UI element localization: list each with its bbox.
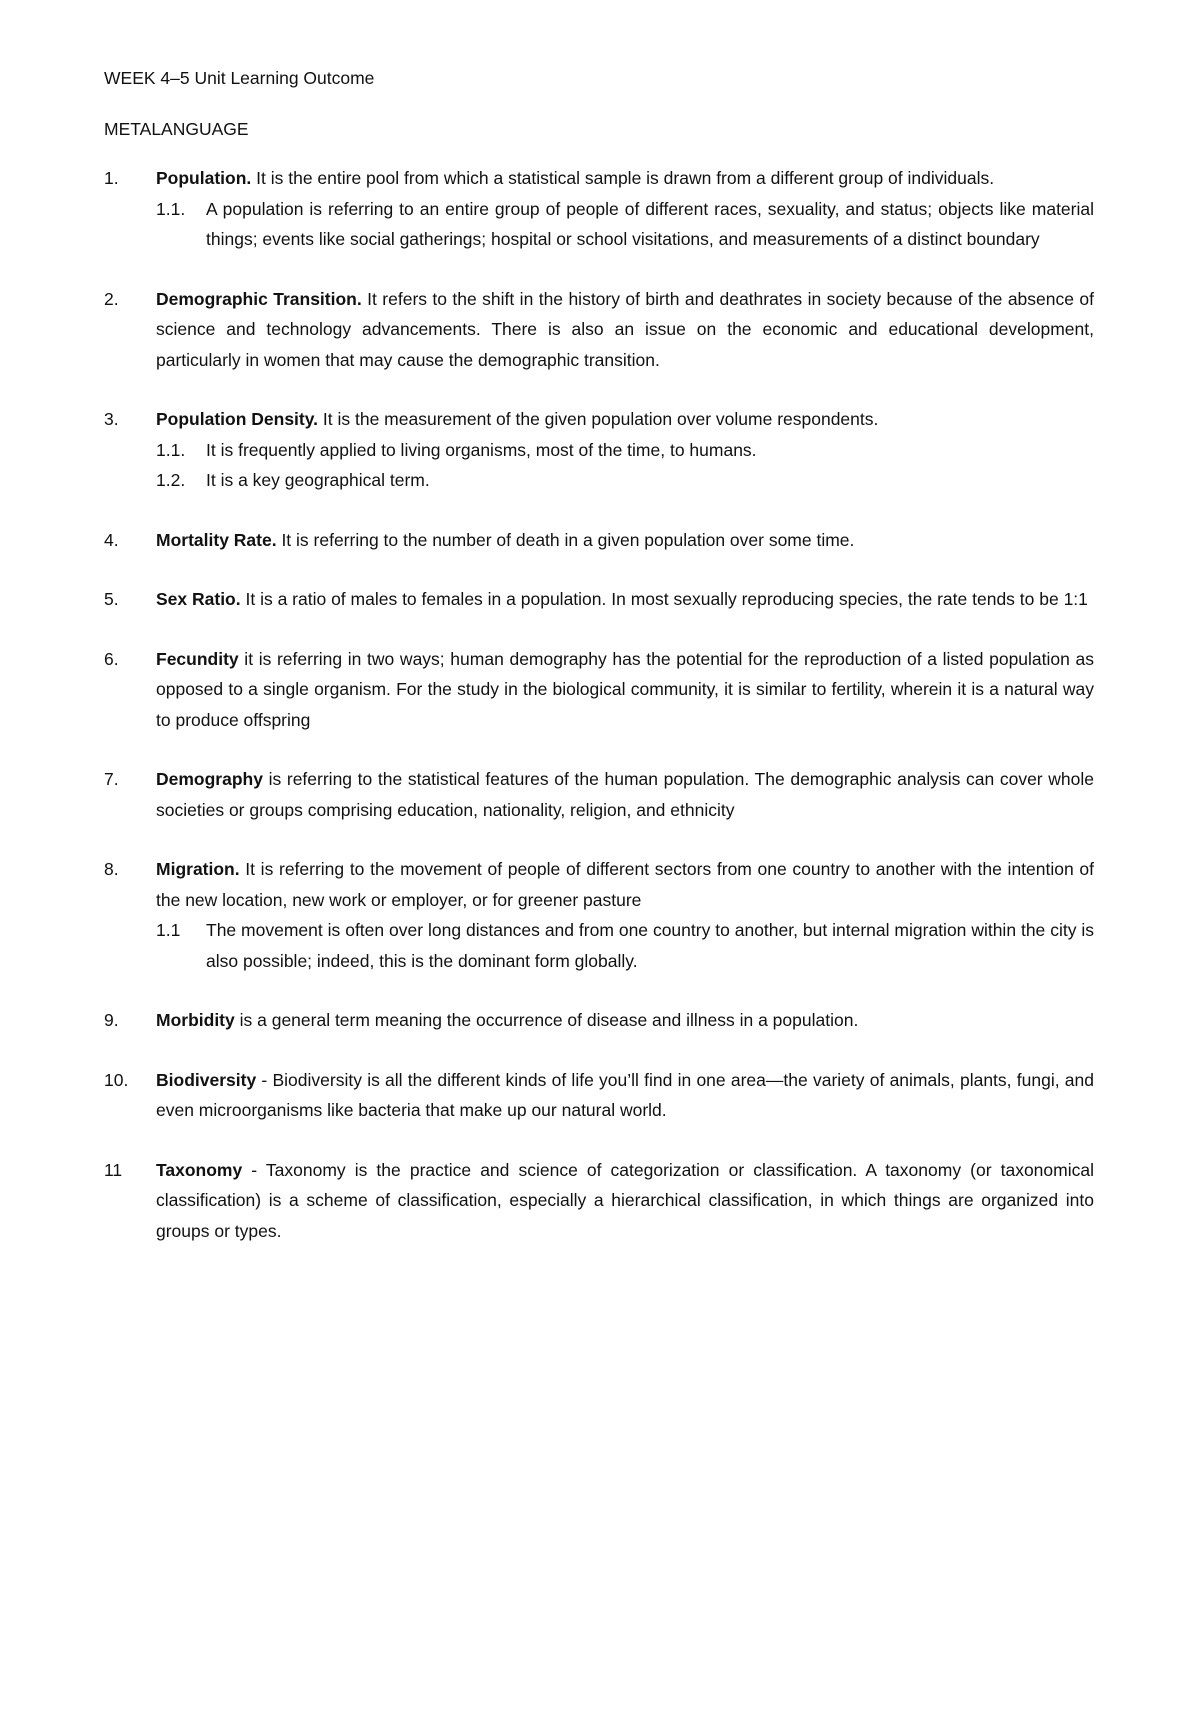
- item-body: [156, 644, 1094, 736]
- item-body: [156, 284, 1094, 376]
- term: Migration.: [156, 859, 240, 879]
- definition-item: [104, 1005, 1094, 1036]
- item-number: 10.: [104, 1069, 129, 1090]
- item-paragraph: [156, 1005, 1094, 1036]
- item-paragraph: [156, 764, 1094, 825]
- definition-item: [104, 1155, 1094, 1247]
- item-paragraph: [156, 163, 1094, 194]
- definition-item: [104, 163, 1094, 255]
- definition-text: - Biodiversity is all the different kinds of life you’ll find in one area—the variety of animals, plants, fungi, and even microorganisms like bacteria that make up our natural world.: [156, 1069, 1094, 1120]
- sub-item-text: The movement is often over long distances and from one country to another, but internal migration within the city is also possible; indeed, this is the dominant form globally.: [206, 920, 1094, 971]
- item-number: 6.: [104, 648, 119, 669]
- sub-item-number: 1.1.: [156, 439, 186, 460]
- term: Fecundity: [156, 648, 239, 669]
- item-body: [156, 1005, 1094, 1036]
- definition-text: It is referring to the movement of people of different sectors from one country to another with the intention of the new location, new work or employer, or for greener pasture: [156, 859, 1094, 910]
- definition-text: is referring to the statistical features of the human population. The demographic analysis can cover whole societies or groups comprising education, nationality, religion, and ethnicity: [156, 769, 1094, 820]
- definition-text: It is the measurement of the given population over volume respondents.: [318, 409, 879, 429]
- item-paragraph: [156, 1065, 1094, 1126]
- definition-text: it is referring in two ways; human demography has the potential for the reproduction of a listed population as opposed to a single organism. For the study in the biological community, it is similar to fertility, wherein it is a natural way to produce offspring: [156, 648, 1094, 730]
- definition-item: [104, 584, 1094, 615]
- definition-text: is a general term meaning the occurrence of disease and illness in a population.: [234, 1010, 859, 1030]
- term: Biodiversity: [156, 1069, 257, 1090]
- term: Morbidity: [156, 1010, 235, 1030]
- item-paragraph: [156, 584, 1094, 615]
- item-paragraph: [156, 1155, 1094, 1247]
- term: Taxonomy: [156, 1159, 243, 1180]
- item-number: 7.: [104, 769, 119, 789]
- definition-item: [104, 284, 1094, 376]
- item-number: 1.: [104, 168, 119, 188]
- item-number: 9.: [104, 1010, 119, 1030]
- definition-item: [104, 404, 1094, 496]
- definition-item: [104, 525, 1094, 556]
- item-body: [156, 404, 1094, 496]
- definition-text: It is a ratio of males to females in a population. In most sexually reproducing species, the rate tends to be 1:1: [240, 589, 1088, 609]
- item-number: 4.: [104, 529, 119, 550]
- document-title: WEEK 4–5 Unit Learning Outcome: [104, 68, 375, 88]
- sub-item: [156, 194, 1094, 255]
- sub-item-number: 1.2.: [156, 470, 186, 490]
- sub-list: [156, 194, 1094, 255]
- definition-text: It is the entire pool from which a statistical sample is drawn from a different group of individuals.: [251, 168, 995, 188]
- definition-text: It is referring to the number of death in a given population over some time.: [276, 529, 855, 550]
- term: Demographic Transition.: [156, 288, 362, 309]
- definition-item: [104, 644, 1094, 736]
- sub-item: [156, 435, 1094, 466]
- item-number: 11: [104, 1159, 123, 1180]
- sub-item-text: It is frequently applied to living organisms, most of the time, to humans.: [206, 439, 757, 460]
- definition-item: [104, 764, 1094, 825]
- item-paragraph: [156, 644, 1094, 736]
- term: Demography: [156, 769, 263, 789]
- sub-item-number: 1.1.: [156, 198, 186, 219]
- sub-item-text: A population is referring to an entire group of people of different races, sexuality, and status; objects like material things; events like social gatherings; hospital or school visitations, and measurements of a distinct boundary: [206, 198, 1094, 249]
- item-body: [156, 1065, 1094, 1126]
- sub-item: [156, 915, 1094, 976]
- item-number: 2.: [104, 288, 119, 309]
- item-body: [156, 1155, 1094, 1247]
- item-number: 8.: [104, 859, 119, 879]
- term: Population Density.: [156, 409, 319, 429]
- item-body: [156, 764, 1094, 825]
- item-paragraph: [156, 284, 1094, 376]
- document-content: [104, 63, 1094, 1275]
- definition-item: [104, 1065, 1094, 1126]
- definition-text: It refers to the shift in the history of birth and deathrates in society because of the absence of science and technology advancements. There is also an issue on the economic and educational development, particularly in women that may cause the demographic transition.: [156, 288, 1094, 370]
- sub-list: [156, 915, 1094, 976]
- item-body: [156, 584, 1094, 615]
- item-paragraph: [156, 525, 1094, 556]
- item-body: [156, 525, 1094, 556]
- definition-item: [104, 854, 1094, 976]
- term: Population.: [156, 168, 252, 188]
- sub-item: [156, 465, 1094, 496]
- sub-list: [156, 435, 1094, 496]
- sub-item-text: It is a key geographical term.: [206, 470, 430, 490]
- item-body: [156, 854, 1094, 976]
- term: Mortality Rate.: [156, 529, 277, 550]
- definition-list: [104, 163, 1094, 1246]
- item-paragraph: [156, 404, 1094, 435]
- item-paragraph: [156, 854, 1094, 915]
- item-number: 3.: [104, 409, 119, 429]
- definition-text: - Taxonomy is the practice and science of categorization or classification. A taxonomy (or taxonomical classification) is a scheme of classification, especially a hierarchical classification, in which things are organized into groups or types.: [156, 1159, 1094, 1241]
- document-subtitle: METALANGUAGE: [104, 118, 249, 139]
- item-number: 5.: [104, 589, 119, 609]
- term: Sex Ratio.: [156, 589, 241, 609]
- item-body: [156, 163, 1094, 255]
- sub-item-number: 1.1: [156, 920, 181, 940]
